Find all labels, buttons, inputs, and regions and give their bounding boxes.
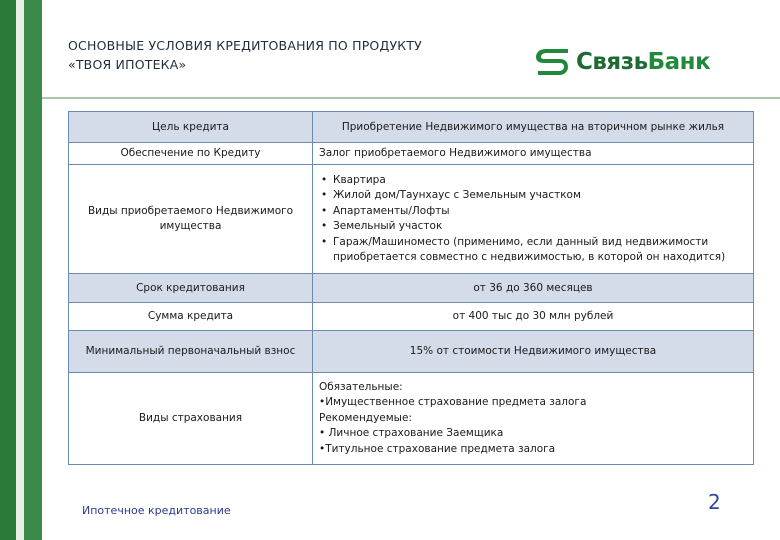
list-item: • Гараж/Машиноместо (применимо, если данный вид недвижимости приобретается совместно с недвижимостью, в которой он находится) [319,235,747,266]
insurance-recommended-title: Рекомендуемые: [319,411,412,424]
bank-logo-text [576,49,710,75]
bank-logo [534,42,710,82]
row-value-down-payment: 15% от стоимости Недвижимого имущества [313,331,754,373]
table-row [69,165,754,274]
row-label-amount: Сумма кредита [69,303,313,331]
table-row [69,143,754,165]
row-value-collateral: Залог приобретаемого Недвижимого имущества [313,143,754,165]
insurance-recommended-item: •Титульное страхование предмета залога [319,442,556,455]
row-value-term: от 36 до 360 месяцев [313,274,754,303]
credit-conditions-table [68,111,754,465]
footer-label: Ипотечное кредитование [82,504,231,517]
slide-title-line2: «ТВОЯ ИПОТЕКА» [68,57,187,72]
row-value-insurance [313,373,754,465]
row-value-property-types [313,165,754,274]
list-item: • Квартира [319,173,747,189]
table-row [69,274,754,303]
bank-logo-text-part1: Связь [576,49,648,75]
insurance-mandatory-title: Обязательные: [319,380,403,393]
property-types-list [319,173,747,266]
page-number: 2 [708,490,721,514]
left-stripe-light [16,0,24,540]
left-stripe-dark [0,0,16,540]
row-label-purpose: Цель кредита [69,112,313,143]
table-row [69,303,754,331]
list-item: • Жилой дом/Таунхаус с Земельным участком [319,188,747,204]
row-value-amount: от 400 тыс до 30 млн рублей [313,303,754,331]
table-row [69,331,754,373]
left-stripe-mid [24,0,42,540]
insurance-recommended-item: • Личное страхование Заемщика [319,427,504,440]
row-label-term: Срок кредитования [69,274,313,303]
row-label-insurance: Виды страхования [69,373,313,465]
bank-logo-icon [534,46,570,78]
slide-title-line1: ОСНОВНЫЕ УСЛОВИЯ КРЕДИТОВАНИЯ ПО ПРОДУКТУ [68,38,422,53]
bank-logo-text-part2: Банк [647,49,711,75]
row-label-down-payment: Минимальный первоначальный взнос [69,331,313,373]
table-row [69,112,754,143]
table-row [69,373,754,465]
list-item: • Апартаменты/Лофты [319,204,747,220]
row-label-property-types: Виды приобретаемого Недвижимого имущества [69,165,313,274]
insurance-details [319,380,747,458]
row-label-collateral: Обеспечение по Кредиту [69,143,313,165]
slide-title [68,36,508,74]
row-value-purpose: Приобретение Недвижимого имущества на вторичном рынке жилья [313,112,754,143]
insurance-mandatory-item: •Имущественное страхование предмета залога [319,396,587,409]
list-item: • Земельный участок [319,219,747,235]
header-divider [42,97,780,99]
